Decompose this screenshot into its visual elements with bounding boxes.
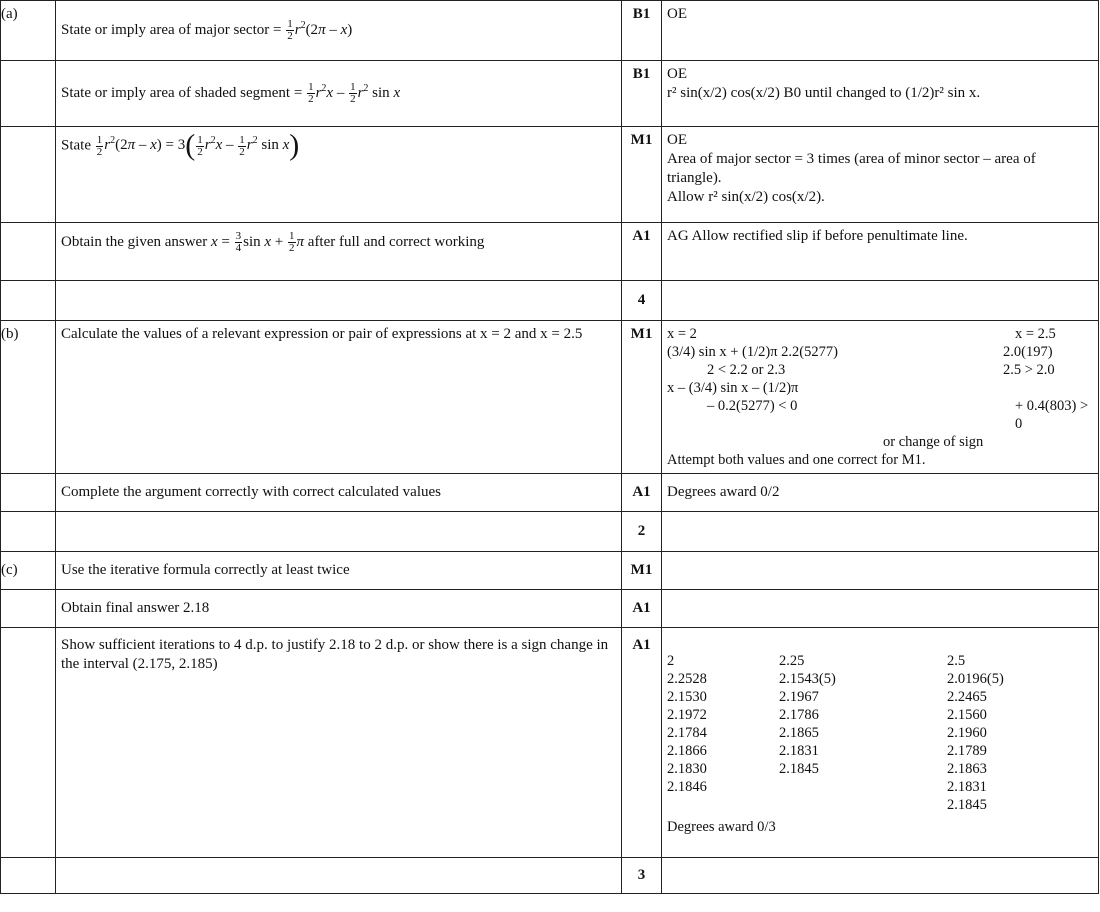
part-label-empty <box>1 474 56 512</box>
part-label: (a) <box>1 1 56 61</box>
guidance-line: 2.5 > 2.0 <box>1003 362 1055 378</box>
table-row <box>1 1 1099 61</box>
table-row <box>1 590 1099 628</box>
mark-code: A1 <box>622 628 662 858</box>
criterion-text: Calculate the values of a relevant expression or pair of expressions at x = 2 and x = 2.5 <box>56 321 622 474</box>
empty-cell <box>56 858 622 894</box>
iteration-table <box>667 652 1093 814</box>
guidance-text <box>662 61 1099 127</box>
criterion-text <box>56 127 622 223</box>
iteration-value: 2.1786 <box>779 707 819 723</box>
iteration-value: 2.1830 <box>667 761 707 777</box>
mark-code: M1 <box>622 552 662 590</box>
total-marks: 3 <box>622 858 662 894</box>
iteration-value: 2.1960 <box>947 725 987 741</box>
guidance-grid <box>667 325 1093 451</box>
empty-cell <box>56 281 622 321</box>
guidance-line: Area of major sector = 3 times (area of minor sector – area of triangle). <box>667 151 1036 186</box>
table-row-total <box>1 281 1099 321</box>
criterion-text <box>56 1 622 61</box>
guidance-line: OE <box>667 132 687 148</box>
iteration-value: 2.1863 <box>947 761 987 777</box>
table-row <box>1 61 1099 127</box>
criterion-text: Complete the argument correctly with correct calculated values <box>56 474 622 512</box>
table-row <box>1 127 1099 223</box>
iteration-value: 2.1831 <box>779 743 819 759</box>
guidance-line: – 0.2(5277) < 0 <box>707 398 798 414</box>
guidance-line: OE <box>667 66 687 82</box>
iteration-column-3 <box>947 652 1097 814</box>
total-marks: 4 <box>622 281 662 321</box>
guidance-text: Degrees award 0/2 <box>662 474 1099 512</box>
mark-code: M1 <box>622 127 662 223</box>
guidance-line: r² sin(x/2) cos(x/2) B0 until changed to (1/2)r² sin x. <box>667 85 981 101</box>
total-marks: 2 <box>622 512 662 552</box>
table-row-total <box>1 512 1099 552</box>
mark-code: B1 <box>622 1 662 61</box>
math-expression: $\frac{1}{2}$ $r^2(2\pi - x) = 3$( $\frac{1}{2}$ $r^2x$ – $\frac{1}{2}$ $r^2$ sin x) <box>96 129 300 162</box>
iteration-value: 2.2528 <box>667 671 707 687</box>
iteration-value: 2.1543(5) <box>779 671 836 687</box>
criterion-prefix: Obtain the given answer <box>61 233 208 250</box>
empty-cell <box>662 281 1099 321</box>
empty-cell <box>1 281 56 321</box>
part-label-empty <box>1 628 56 858</box>
iteration-value: 2.0196(5) <box>947 671 1004 687</box>
criterion-prefix: State <box>61 137 91 154</box>
part-label: (c) <box>1 552 56 590</box>
guidance-text <box>662 321 1099 474</box>
guidance-line: x = 2 <box>667 326 697 342</box>
iteration-value: 2.1865 <box>779 725 819 741</box>
iteration-value: 2.2465 <box>947 689 987 705</box>
table-row-total <box>1 858 1099 894</box>
empty-cell <box>662 858 1099 894</box>
guidance-line: 2 < 2.2 or 2.3 <box>707 362 786 378</box>
part-label-empty <box>1 223 56 281</box>
iteration-value: 2.1831 <box>947 779 987 795</box>
guidance-text <box>662 127 1099 223</box>
guidance-line: Degrees award 0/3 <box>667 819 776 835</box>
guidance-line: x – (3/4) sin x – (1/2)π <box>667 380 799 396</box>
mark-code: M1 <box>622 321 662 474</box>
empty-cell <box>662 512 1099 552</box>
table-row <box>1 223 1099 281</box>
empty-cell <box>1 512 56 552</box>
guidance-text: OE <box>662 1 1099 61</box>
iteration-value: 2 <box>667 653 675 669</box>
iteration-column-2 <box>779 652 947 814</box>
part-label-empty <box>1 590 56 628</box>
guidance-text: AG Allow rectified slip if before penultimate line. <box>662 223 1099 281</box>
mark-code: A1 <box>622 474 662 512</box>
iteration-value: 2.5 <box>947 653 966 669</box>
iteration-value: 2.1789 <box>947 743 987 759</box>
table-row <box>1 552 1099 590</box>
table-row <box>1 628 1099 858</box>
criterion-text: Show sufficient iterations to 4 d.p. to justify 2.18 to 2 d.p. or show there is a sign change in the interval (2.175, 2.185) <box>56 628 622 858</box>
guidance-line: Allow r² sin(x/2) cos(x/2). <box>667 189 825 205</box>
guidance-line: (3/4) sin x + (1/2)π 2.2(5277) <box>667 344 838 360</box>
part-label-empty <box>1 61 56 127</box>
guidance-line: or change of sign <box>883 434 984 450</box>
criterion-prefix: State or imply area of shaded segment = <box>61 84 303 101</box>
mark-code: B1 <box>622 61 662 127</box>
empty-cell <box>662 590 1099 628</box>
guidance-line: x = 2.5 <box>1015 326 1056 342</box>
table-row <box>1 321 1099 474</box>
iteration-value: 2.25 <box>779 653 805 669</box>
iteration-value: 2.1845 <box>947 797 987 813</box>
empty-cell <box>1 858 56 894</box>
spacer <box>923 379 1093 397</box>
empty-cell <box>56 512 622 552</box>
math-expression: x = $\frac{3}{4}$ sin x + $\frac{1}{2}$ π <box>210 230 305 254</box>
criterion-text <box>56 223 622 281</box>
criterion-suffix: after full and correct working <box>307 233 485 250</box>
criterion-text <box>56 61 622 127</box>
criterion-prefix: State or imply area of major sector = <box>61 21 282 38</box>
iteration-column-1 <box>667 652 779 814</box>
math-expression: $\frac{1}{2}$ $r^2(2\pi - x)$ <box>287 18 353 42</box>
part-label: (b) <box>1 321 56 474</box>
iteration-value: 2.1866 <box>667 743 707 759</box>
table-row <box>1 474 1099 512</box>
part-label-empty <box>1 127 56 223</box>
iteration-value: 2.1845 <box>779 761 819 777</box>
criterion-text: Use the iterative formula correctly at least twice <box>56 552 622 590</box>
guidance-line: Attempt both values and one correct for M1. <box>667 452 926 468</box>
guidance-line: 2.0(197) <box>1003 344 1053 360</box>
guidance-line: + 0.4(803) > 0 <box>1015 398 1089 432</box>
math-expression: $\frac{1}{2}$ $r^2x$ – $\frac{1}{2}$ $r^2$ sin x <box>308 81 401 105</box>
mark-code: A1 <box>622 223 662 281</box>
iteration-value: 2.1784 <box>667 725 707 741</box>
iteration-value: 2.1560 <box>947 707 987 723</box>
empty-cell <box>662 552 1099 590</box>
iteration-value: 2.1530 <box>667 689 707 705</box>
guidance-text <box>662 628 1099 858</box>
mark-code: A1 <box>622 590 662 628</box>
iteration-value: 2.1972 <box>667 707 707 723</box>
criterion-text: Obtain final answer 2.18 <box>56 590 622 628</box>
iteration-value: 2.1846 <box>667 779 707 795</box>
iteration-value: 2.1967 <box>779 689 819 705</box>
